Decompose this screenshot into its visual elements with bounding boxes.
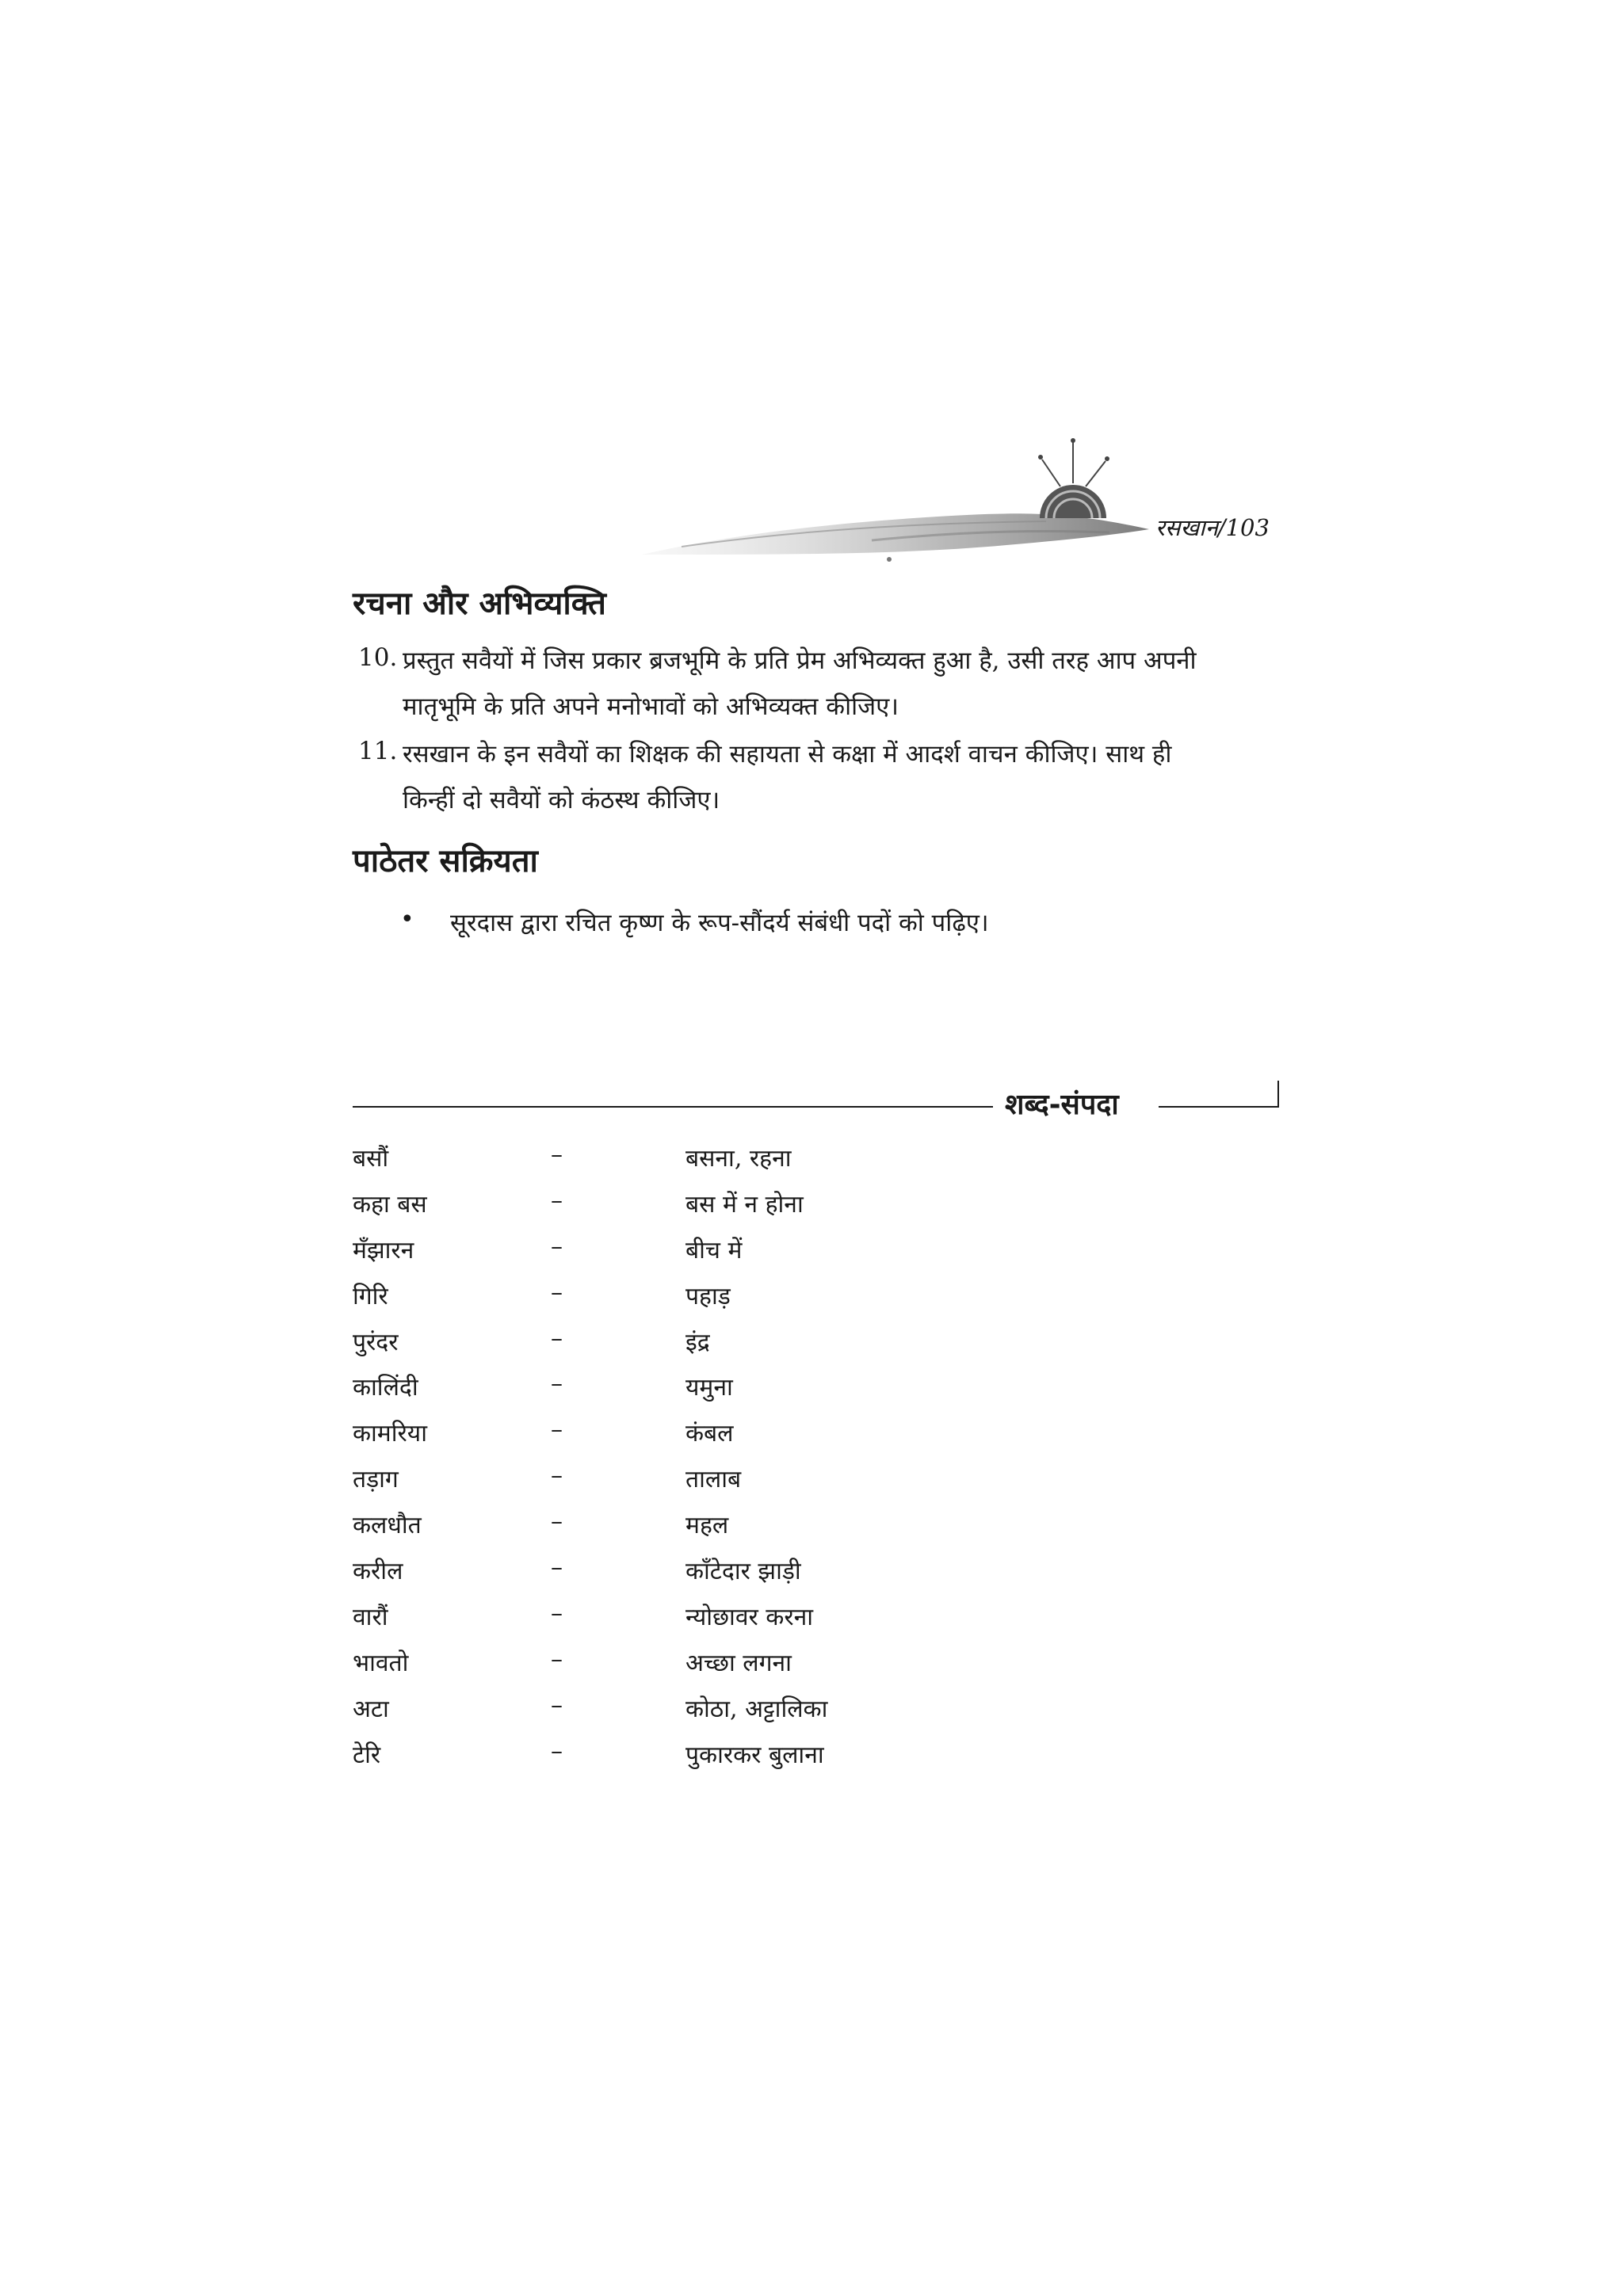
glossary-meaning: बस में न होना <box>685 1190 804 1219</box>
glossary-meaning: पहाड़ <box>685 1282 731 1310</box>
question-text-line: मातृभूमि के प्रति अपने मनोभावों को अभिव्यक्त कीजिए। <box>403 692 899 721</box>
glossary-term: टेरि <box>353 1741 381 1769</box>
question-text-line: प्रस्तुत सवैयों में जिस प्रकार ब्रजभूमि के प्रति प्रेम अभिव्यक्त हुआ है, उसी तरह आप अपनी <box>403 646 1197 675</box>
activity-item: सूरदास द्वारा रचित कृष्ण के रूप-सौंदर्य संबंधी पदों को पढ़िए। <box>450 909 989 937</box>
glossary-term: भावतो <box>353 1649 409 1677</box>
glossary-rule-tick <box>1277 1081 1279 1108</box>
glossary-meaning: कोठा, अट्टालिका <box>685 1695 828 1723</box>
glossary-meaning: पुकारकर बुलाना <box>685 1741 824 1769</box>
glossary-meaning: बसना, रहना <box>685 1145 792 1173</box>
glossary-term: कहा बस <box>353 1190 427 1219</box>
glossary-row <box>353 1141 1304 1187</box>
bullet-icon: • <box>400 906 414 933</box>
glossary-row <box>353 1416 1304 1462</box>
glossary-term: बसौं <box>353 1145 389 1173</box>
question-number: 10. <box>358 643 398 672</box>
glossary-rule-left <box>353 1106 993 1108</box>
glossary-meaning: महल <box>685 1512 729 1540</box>
glossary-term: मँझारन <box>353 1236 414 1264</box>
glossary-dash: – <box>551 1462 563 1490</box>
glossary-dash: – <box>551 1186 563 1215</box>
glossary-meaning: काँटेदार झाड़ी <box>685 1558 801 1586</box>
glossary-list <box>353 1141 1304 1783</box>
glossary-dash: – <box>551 1599 563 1627</box>
glossary-dash: – <box>551 1324 563 1352</box>
glossary-row <box>353 1370 1304 1416</box>
glossary-row <box>353 1508 1304 1554</box>
glossary-meaning: यमुना <box>685 1374 733 1402</box>
glossary-meaning: अच्छा लगना <box>685 1649 792 1677</box>
glossary-row <box>353 1646 1304 1691</box>
glossary-dash: – <box>551 1645 563 1673</box>
glossary-dash: – <box>551 1416 563 1444</box>
glossary-dash: – <box>551 1278 563 1306</box>
glossary-row <box>353 1554 1304 1600</box>
glossary-dash: – <box>551 1691 563 1719</box>
running-head: रसखान/103 <box>1155 514 1270 541</box>
glossary-row <box>353 1737 1304 1783</box>
glossary-meaning: कंबल <box>685 1420 734 1448</box>
glossary-dash: – <box>551 1141 563 1169</box>
glossary-row <box>353 1233 1304 1279</box>
glossary-row <box>353 1279 1304 1325</box>
section-heading-rachna: रचना और अभिव्यक्ति <box>353 585 606 622</box>
glossary-row <box>353 1462 1304 1508</box>
glossary-term: वारौं <box>353 1603 388 1631</box>
glossary-dash: – <box>551 1508 563 1536</box>
section-heading-pathetar: पाठेतर सक्रियता <box>353 843 538 879</box>
glossary-meaning: इंद्र <box>685 1328 710 1356</box>
question-number: 11. <box>358 737 398 765</box>
glossary-term: तड़ाग <box>353 1466 399 1494</box>
glossary-row <box>353 1691 1304 1737</box>
glossary-term: कलधौत <box>353 1512 422 1540</box>
sun-horizon-ornament <box>634 436 1157 570</box>
glossary-row <box>353 1600 1304 1646</box>
glossary-term: गिरि <box>353 1282 388 1310</box>
glossary-heading: शब्द-संपदा <box>1005 1089 1119 1121</box>
glossary-term: पुरंदर <box>353 1328 399 1356</box>
glossary-term: कालिंदी <box>353 1374 418 1402</box>
glossary-row <box>353 1325 1304 1371</box>
glossary-dash: – <box>551 1554 563 1582</box>
glossary-dash: – <box>551 1737 563 1765</box>
question-text-line: किन्हीं दो सवैयों को कंठस्थ कीजिए। <box>403 786 720 814</box>
question-text-line: रसखान के इन सवैयों का शिक्षक की सहायता से कक्षा में आदर्श वाचन कीजिए। साथ ही <box>403 740 1172 769</box>
glossary-meaning: बीच में <box>685 1236 743 1264</box>
glossary-rule-right <box>1159 1106 1277 1108</box>
glossary-meaning: न्योछावर करना <box>685 1603 814 1631</box>
glossary-term: अटा <box>353 1695 389 1723</box>
glossary-meaning: तालाब <box>685 1466 742 1494</box>
glossary-dash: – <box>551 1232 563 1261</box>
glossary-term: कामरिया <box>353 1420 427 1448</box>
glossary-dash: – <box>551 1370 563 1398</box>
glossary-row <box>353 1187 1304 1233</box>
glossary-term: करील <box>353 1558 403 1586</box>
